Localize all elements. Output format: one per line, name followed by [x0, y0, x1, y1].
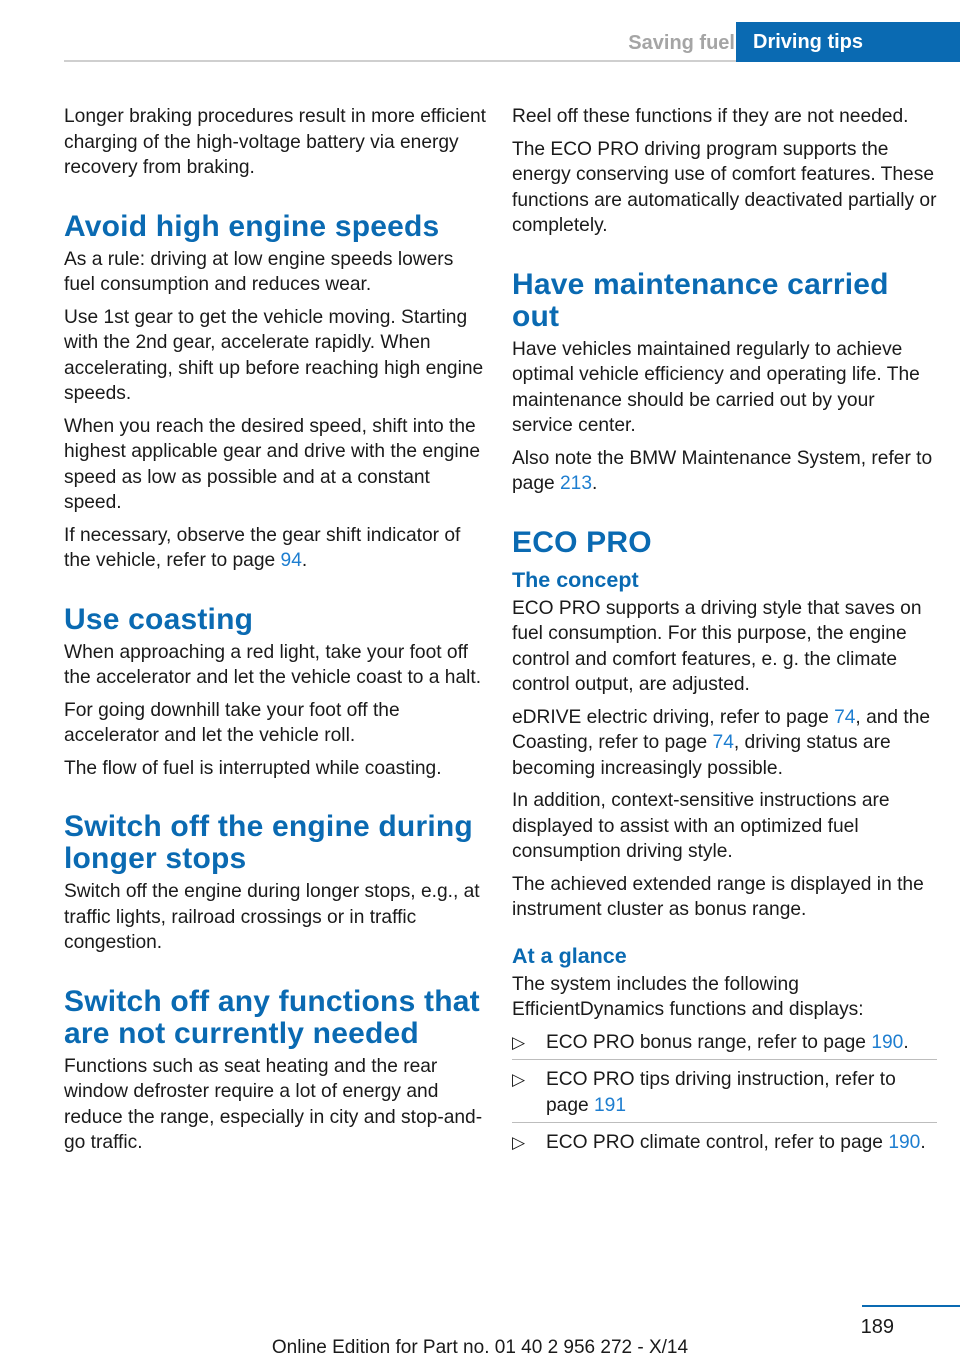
- paragraph: Switch off the engine during longer stops, e.g., at traffic lights, railroad crossings or in traffic congestion.: [64, 881, 480, 953]
- page-ref-link[interactable]: 213: [560, 473, 593, 494]
- heading-eco-pro: ECO PRO: [512, 525, 652, 559]
- paragraph: The flow of fuel is interrupted while coasting.: [64, 757, 442, 779]
- page-header: [0, 0, 960, 62]
- paragraph: [512, 446, 937, 497]
- paragraph: [64, 523, 486, 574]
- paragraph-text: , driving status are becoming increasingly possible.: [512, 732, 891, 779]
- heading-use-coasting: Use coasting: [64, 602, 254, 636]
- right-column: [512, 104, 937, 1163]
- paragraph: Functions such as seat heating and the rear window defroster require a lot of energy and reduce the range, especially in city and stop-and-go traffic.: [64, 1055, 483, 1153]
- paragraph-text: , and the Coasting, refer to page: [512, 706, 931, 753]
- paragraph: Use 1st gear to get the vehicle moving. Starting with the 2nd gear, accelerate rapidly. When accelerating, shift up before reaching high engine speeds.: [64, 306, 484, 404]
- paragraph: When you reach the desired speed, shift into the highest applicable gear and drive with the engine speed as low as possible and at a constant speed.: [64, 415, 481, 513]
- page-ref-link[interactable]: 190: [888, 1132, 921, 1153]
- page-ref-link[interactable]: 94: [280, 550, 302, 571]
- paragraph: As a rule: driving at low engine speeds lowers fuel consumption and reduces wear.: [64, 248, 454, 295]
- paragraph: The ECO PRO driving program supports the energy conserving use of comfort features. These functions are automatically deactivated partially or completely.: [512, 138, 937, 236]
- triangle-bullet-icon: ▷: [512, 1070, 526, 1089]
- intro-paragraph: Longer braking procedures result in more efficient charging of the high-voltage battery via energy recovery from braking.: [64, 106, 487, 178]
- triangle-bullet-icon: ▷: [512, 1133, 526, 1152]
- triangle-bullet-icon: ▷: [512, 1032, 526, 1052]
- heading-switch-off-engine: Switch off the engine during longer stops: [64, 810, 473, 875]
- page-ref-link[interactable]: 190: [871, 1031, 904, 1053]
- paragraph: The achieved extended range is displayed in the instrument cluster as bonus range.: [512, 873, 924, 920]
- list-item-text: .: [903, 1031, 909, 1053]
- subheading-concept: The concept: [512, 567, 639, 592]
- paragraph: Have vehicles maintained regularly to achieve optimal vehicle efficiency and operating life. The maintenance should be carried out by your service center.: [512, 338, 920, 436]
- paragraph-text: Also note the BMW Maintenance System, refer to page: [512, 447, 933, 494]
- heading-switch-off-functions: Switch off any functions that are not currently needed: [64, 984, 480, 1050]
- paragraph-text: .: [592, 473, 598, 494]
- subheading-at-a-glance: At a glance: [512, 943, 627, 968]
- page-ref-link[interactable]: 74: [834, 706, 856, 728]
- paragraph: ECO PRO supports a driving style that saves on fuel consumption. For this purpose, the engine control and comfort features, e. g. the climate control output, are adjusted.: [512, 597, 922, 695]
- edition-footer: Online Edition for Part no. 01 40 2 956 272 - X/14: [271, 1337, 689, 1358]
- chapter-tab[interactable]: Driving tips: [736, 22, 960, 62]
- section-tab[interactable]: Saving fuel: [628, 32, 735, 54]
- page-ref-link[interactable]: 191: [594, 1094, 627, 1116]
- paragraph: [512, 705, 937, 782]
- list-item-text: ECO PRO climate control, refer to page: [546, 1132, 889, 1153]
- heading-avoid-high-engine-speeds: Avoid high engine speeds: [64, 209, 440, 243]
- left-column: [64, 104, 486, 1163]
- paragraph: The system includes the following EfficientDynamics functions and displays:: [512, 973, 864, 1020]
- paragraph: For going downhill take your foot off the accelerator and let the vehicle roll.: [64, 699, 400, 746]
- paragraph-text: eDRIVE electric driving, refer to page: [512, 706, 835, 728]
- paragraph-text: If necessary, observe the gear shift indicator of the vehicle, refer to page: [64, 524, 461, 571]
- list-item-text: ECO PRO bonus range, refer to page: [546, 1031, 872, 1053]
- paragraph: Reel off these functions if they are not needed.: [512, 106, 909, 127]
- list-item: [512, 1067, 937, 1123]
- list-item-text: ECO PRO tips driving instruction, refer to page: [546, 1069, 896, 1116]
- paragraph: When approaching a red light, take your foot off the accelerator and let the vehicle coast to a halt.: [64, 641, 482, 688]
- paragraph: In addition, context-sensitive instructions are displayed to assist with an optimized fuel consumption driving style.: [512, 790, 890, 862]
- paragraph-text: .: [301, 550, 308, 571]
- list-item: [512, 1130, 937, 1156]
- heading-maintenance: Have maintenance carried out: [512, 267, 889, 333]
- page-ref-link[interactable]: 74: [712, 732, 734, 753]
- list-item: [512, 1030, 937, 1061]
- function-list: [512, 1030, 937, 1156]
- footer-rule: [862, 1305, 960, 1307]
- page-number: 189: [860, 1316, 894, 1338]
- list-item-text: .: [920, 1132, 926, 1153]
